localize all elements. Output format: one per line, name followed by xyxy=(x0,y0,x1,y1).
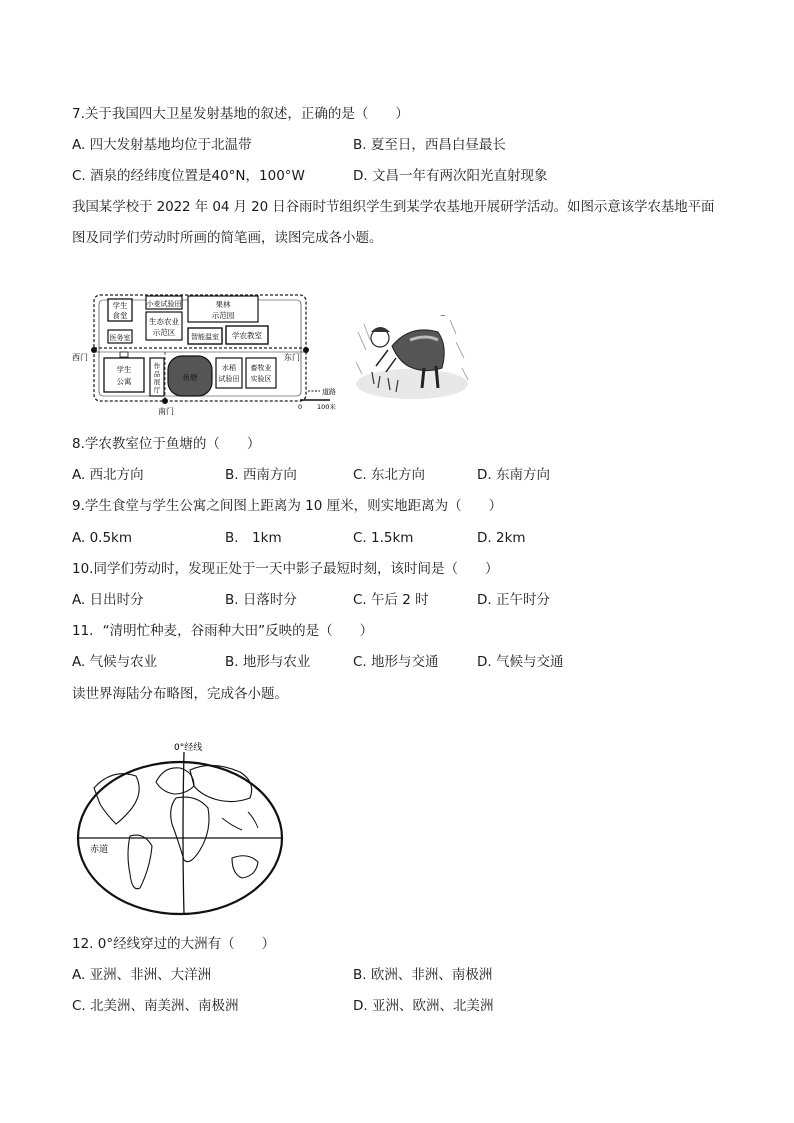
intro1-line1: 我国某学校于 2022 年 04 月 20 日谷雨时节组织学生到某学农基地开展研学活动。如图示意该学农基地平面 xyxy=(72,199,715,215)
map1-legend-road: 道路 xyxy=(322,388,336,396)
q7-option-a: A. 四大发射基地均位于北温带 xyxy=(72,137,252,153)
q7-option-d: D. 文昌一年有两次阳光直射现象 xyxy=(353,168,548,184)
q9-option-b: B. 1km xyxy=(225,530,282,546)
q10-stem: 10.同学们劳动时，发现正处于一天中影子最短时刻，该时间是（ ） xyxy=(72,561,499,577)
q10-option-c: C. 午后 2 时 xyxy=(353,592,429,608)
map1-hall-label-4: 厅 xyxy=(153,386,161,394)
q11-option-a: A. 气候与农业 xyxy=(72,654,158,670)
intro1-line2: 图及同学们劳动时所画的简笔画，读图完成各小题。 xyxy=(72,230,383,246)
map1-hall-label-3: 展 xyxy=(153,378,161,386)
map1-west-gate: 西门 xyxy=(72,353,88,362)
q9-option-c: C. 1.5km xyxy=(353,530,414,546)
q12-stem: 12. 0°经线穿过的大洲有（ ） xyxy=(72,936,276,952)
farm-base-plan-map xyxy=(68,290,348,416)
q12-option-d: D. 亚洲、欧洲、北美洲 xyxy=(353,998,494,1014)
q11-option-b: B. 地形与农业 xyxy=(225,654,311,670)
map1-eco-label-1: 生态农业 xyxy=(149,317,179,326)
q11-option-d: D. 气候与交通 xyxy=(477,654,564,670)
q8-option-c: C. 东北方向 xyxy=(353,467,426,483)
q9-option-d: D. 2km xyxy=(477,530,526,546)
q8-stem: 8.学农教室位于鱼塘的（ ） xyxy=(72,436,261,452)
map1-classroom-label: 学农教室 xyxy=(232,331,262,340)
q12-option-c: C. 北美洲、南美洲、南极洲 xyxy=(72,998,239,1014)
q8-option-b: B. 西南方向 xyxy=(225,467,297,483)
svg-text:~: ~ xyxy=(440,312,446,320)
map1-animal-label-1: 畜牧业 xyxy=(250,364,272,372)
q11-stem: 11．“清明忙种麦，谷雨种大田”反映的是（ ） xyxy=(72,623,374,639)
map1-east-gate: 东门 xyxy=(284,353,300,362)
map1-scale-zero: 0 xyxy=(298,403,303,411)
q12-option-a: A. 亚洲、非洲、大洋洲 xyxy=(72,967,212,983)
map2-equator-label: 赤道 xyxy=(90,845,109,855)
map1-smart-label: 智能温室 xyxy=(191,333,219,341)
q8-option-a: A. 西北方向 xyxy=(72,467,144,483)
map1-scale-value: 100米 xyxy=(317,403,336,411)
map1-canteen-label-1: 学生 xyxy=(112,301,128,310)
intro2-text: 读世界海陆分布略图，完成各小题。 xyxy=(72,686,288,702)
q12-option-b: B. 欧洲、非洲、南极洲 xyxy=(353,967,493,983)
map1-rice-label-1: 水稻 xyxy=(222,364,236,372)
q9-option-a: A. 0.5km xyxy=(72,530,133,546)
world-land-sea-map xyxy=(72,742,288,918)
q11-option-c: C. 地形与交通 xyxy=(353,654,439,670)
map1-orchard-label-1: 果林 xyxy=(215,300,231,309)
q7-option-b: B. 夏至日，西昌白昼最长 xyxy=(353,137,506,153)
map1-wheat-label: 小麦试验田 xyxy=(146,300,182,308)
q10-option-b: B. 日落时分 xyxy=(225,592,297,608)
q9-stem: 9.学生食堂与学生公寓之间图上距离为 10 厘米，则实地距离为（ ） xyxy=(72,498,503,514)
q10-option-d: D. 正午时分 xyxy=(477,592,550,608)
q8-option-d: D. 东南方向 xyxy=(477,467,550,483)
map1-rice-label-2: 试验田 xyxy=(218,375,240,383)
map1-hall-label-1: 作 xyxy=(153,362,161,370)
map1-orchard-label-2: 示范园 xyxy=(211,311,235,320)
student-labor-sketch xyxy=(352,302,472,402)
map1-hall-label-2: 品 xyxy=(153,370,161,378)
map1-dorm-label-1: 学生 xyxy=(116,365,132,374)
map1-south-gate: 南门 xyxy=(158,407,174,416)
map1-clinic-label: 医务室 xyxy=(109,334,131,342)
map1-animal-label-2: 实验区 xyxy=(250,375,272,383)
map2-meridian-label: 0°经线 xyxy=(174,743,203,753)
q10-option-a: A. 日出时分 xyxy=(72,592,144,608)
q7-option-c: C. 酒泉的经纬度位置是40°N，100°W xyxy=(72,168,305,184)
q7-stem: 7.关于我国四大卫星发射基地的叙述，正确的是（ ） xyxy=(72,106,409,122)
map1-pond-label: 鱼塘 xyxy=(182,373,198,382)
map1-dorm-label-2: 公寓 xyxy=(116,377,132,386)
map1-canteen-label-2: 食堂 xyxy=(112,311,128,320)
map1-eco-label-2: 示范区 xyxy=(152,328,176,337)
